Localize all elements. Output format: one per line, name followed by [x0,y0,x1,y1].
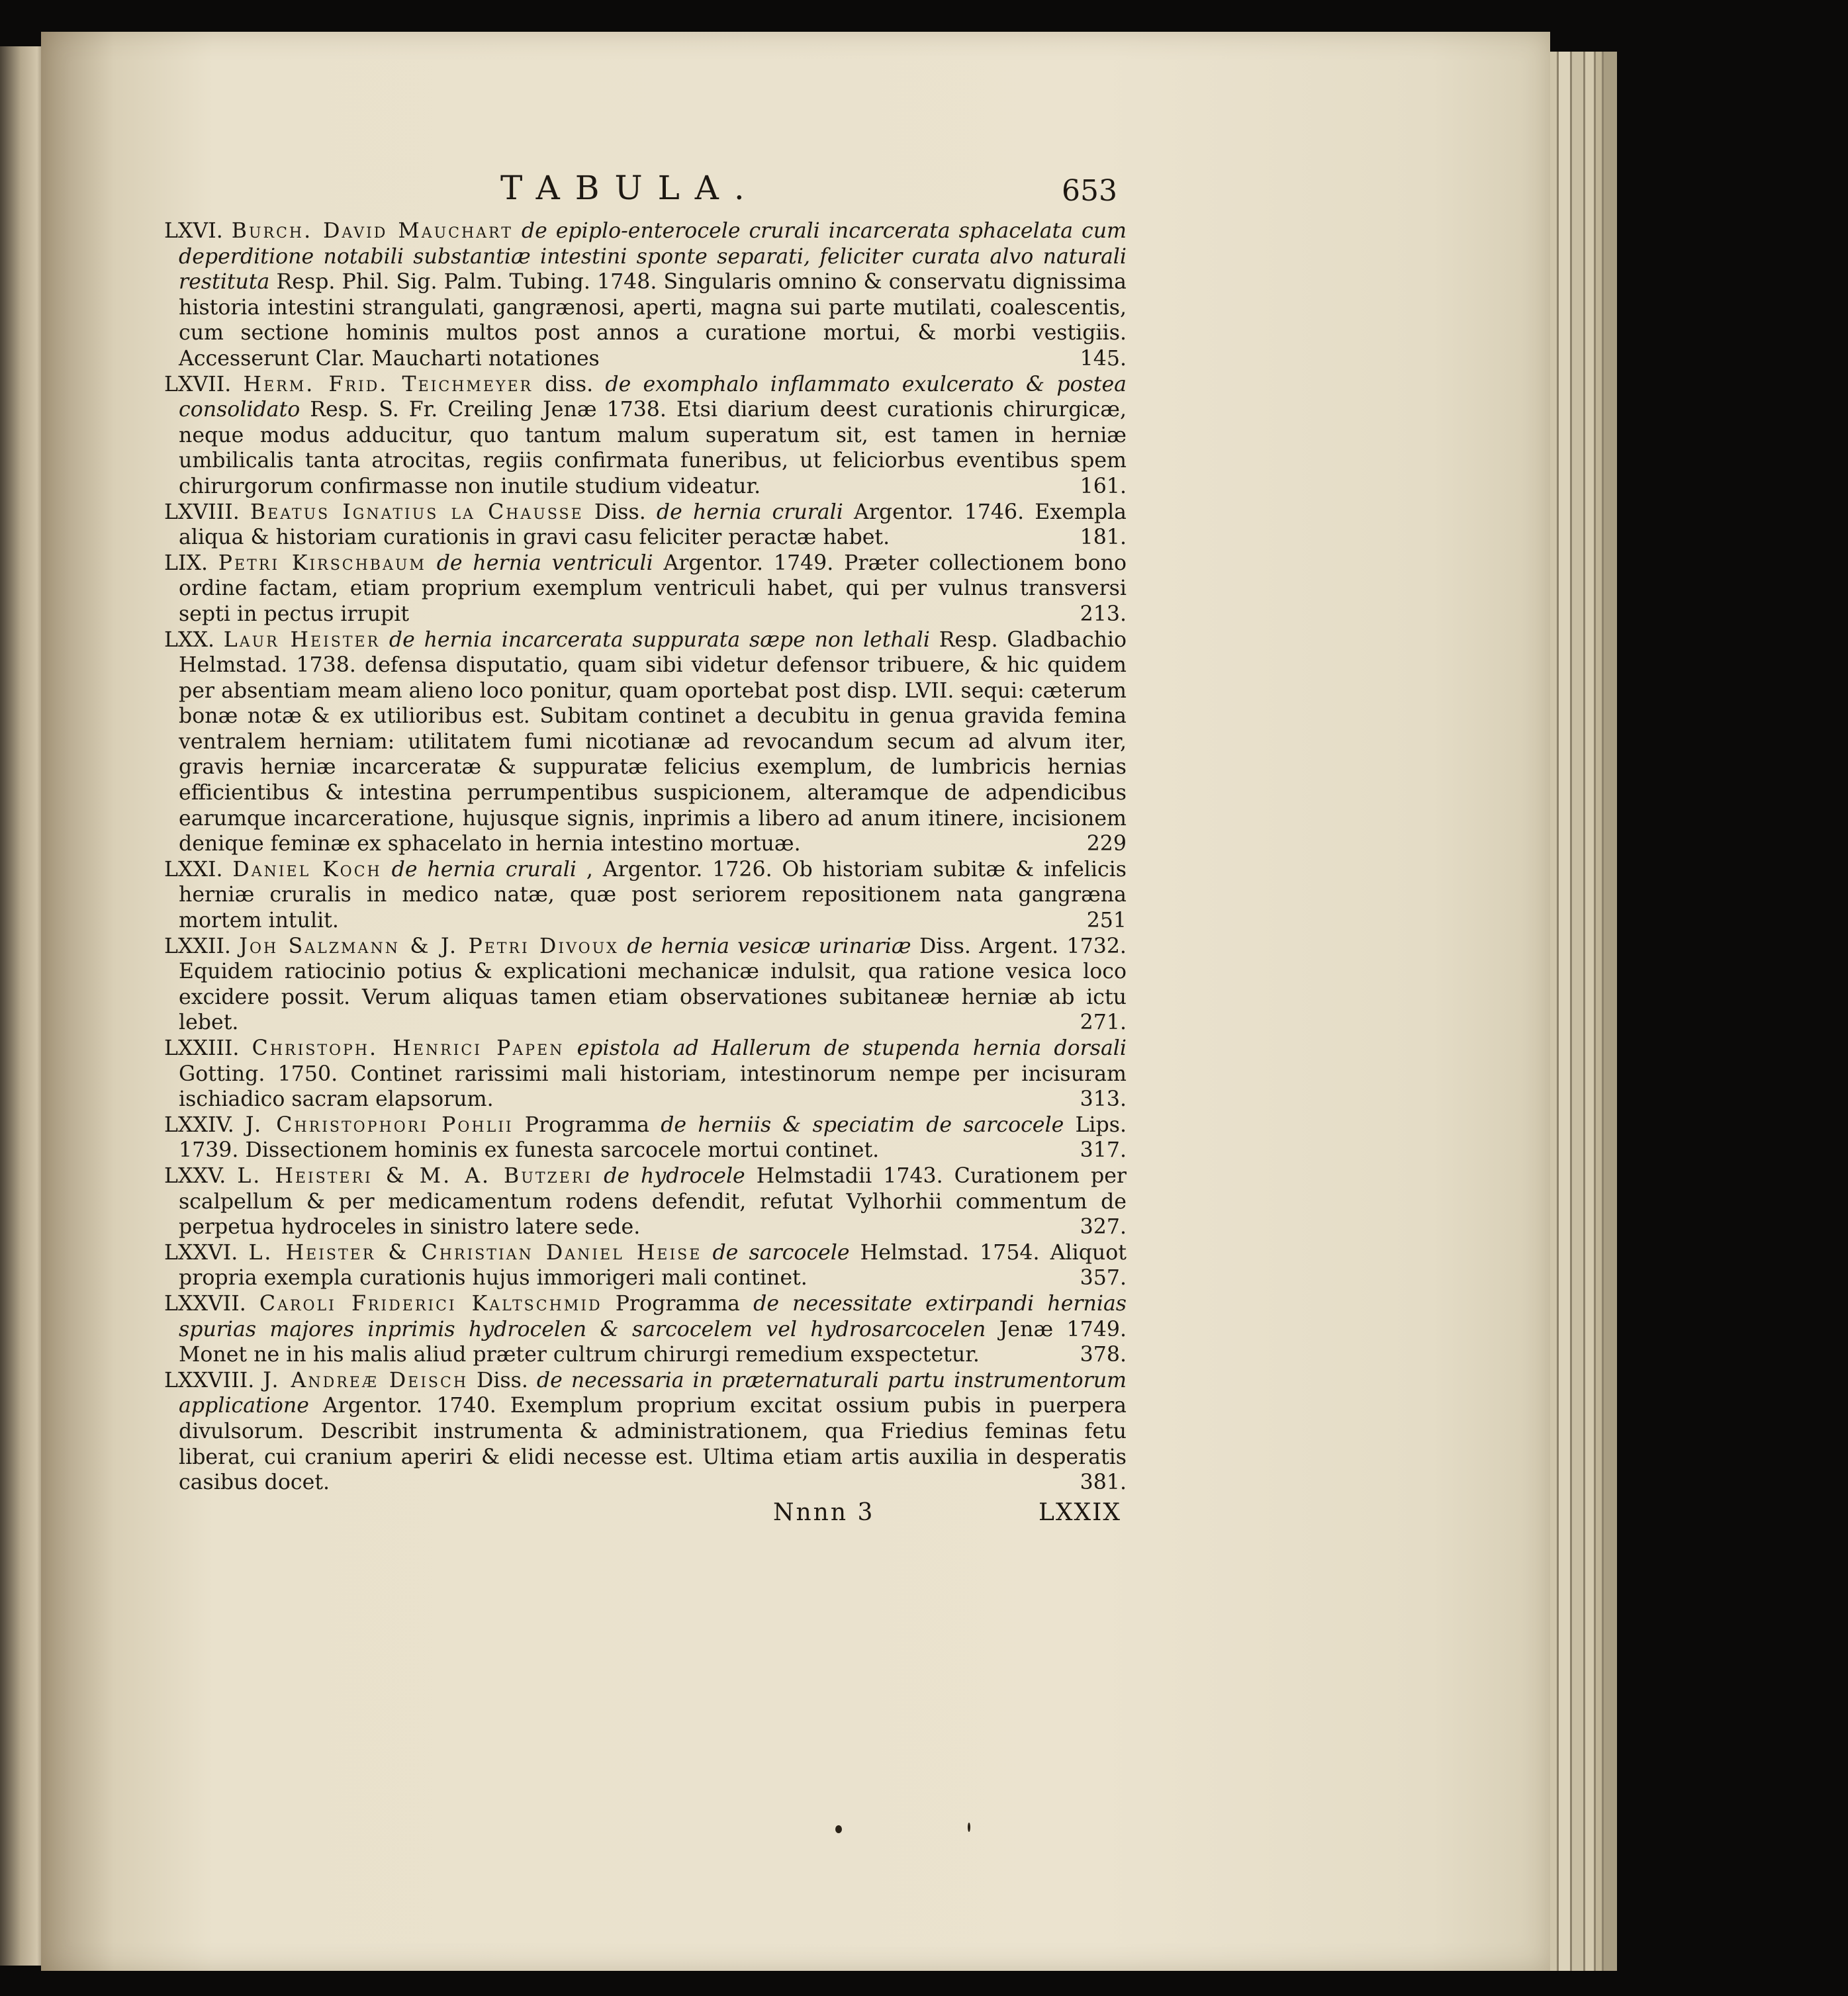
entry-title: de epiplo-enterocele crurali incarcerata sphacelata cum deperditione notabili substantiæ intestini sponte separati, feliciter curata alvo naturali restituta [179,219,1127,295]
entry-description: Resp. Phil. Sig. Palm. Tubing. 1748. Singularis omnino & conservatu dignissima historia intestini strangulati, gangrænosi, aperti, magna sui parte mutilati, coalescentis, cum sectione hominis multos post annos a curatione mortui, & morbi vestigiis. Accesserunt Clar. Maucharti notationes [179,270,1127,371]
entry-title: de sarcocele [712,1240,850,1265]
page-footer [164,1498,1127,1531]
entry-author: L. Heister & Christian Daniel Heise [248,1240,702,1265]
entry-author: Daniel Koch [232,857,382,882]
list-item [164,372,1127,500]
ink-speck [968,1823,970,1832]
entry-author: Petri Kirschbaum [218,551,426,575]
entry-number: LXXII. [164,934,231,958]
page-number: 653 [1062,174,1117,208]
entry-list [164,218,1127,1496]
entry-title: de necessaria in præternaturali partu instrumentorum applicatione [179,1368,1127,1418]
list-item [164,1112,1127,1163]
ink-speck [835,1825,842,1833]
entry-description: Helmstadii 1743. Curationem per scalpellum & per medicamentum rodens defendit, refutat Vylhorhii commentum de perpetua hydroceles in sinistro latere sede. [179,1163,1127,1240]
entry-number: LXXIII. [164,1036,240,1060]
entry-description: Lips. 1739. Dissectionem hominis ex funesta sarcocele mortui continet. [179,1112,1127,1163]
entry-number: LXXIV. [164,1112,234,1137]
entry-title: de herniis & speciatim de sarcocele [661,1112,1064,1137]
entry-page: 181. [1080,525,1127,550]
entry-title: de hernia crurali [656,500,843,524]
running-title: TABULA. [500,169,760,207]
signature-mark: Nnnn 3 [773,1498,875,1526]
entry-author: Burch. David Mauchart [231,219,513,243]
list-item [164,1368,1127,1496]
entry-prefix: Diss. [477,1368,528,1392]
entry-page: 161. [1080,474,1127,498]
entry-number: LIX. [164,551,208,575]
list-item [164,1291,1127,1368]
entry-page: 357. [1080,1266,1127,1291]
entry-page: 313. [1080,1087,1127,1112]
list-item [164,934,1127,1036]
page-fore-edge [1602,52,1617,1971]
entry-description: , Argentor. 1726. Ob historiam subitæ & infelicis herniæ cruralis in medico natæ, quæ post seriorem repositionem nata gangræna mortem intulit. [179,857,1127,933]
entry-page: 229 [1086,832,1127,856]
entry-title: de hernia ventriculi [436,551,653,575]
list-item [164,218,1127,372]
entry-author: Joh Salzmann & J. Petri Divoux [239,934,619,958]
entry-author: Beatus Ignatius la Chausse [250,500,584,524]
entry-page: 381. [1080,1471,1127,1495]
entry-description: Helmstad. 1754. Aliquot propria exempla curationis hujus immorigeri mali continet. [179,1240,1127,1291]
entry-author: J. Andreæ Deisch [263,1368,469,1392]
entry-author: Caroli Friderici Kaltschmid [259,1291,602,1316]
entry-page: 271. [1080,1011,1127,1035]
entry-page: 145. [1080,346,1127,371]
entry-number: LXVIII. [164,500,240,524]
entry-description: Resp. Gladbachio Helmstad. 1738. defensa disputatio, quam sibi videtur defensor tribuere, & hic quidem per absentiam meam alieno loco ponitur, quam oportebat post disp. LVII. sequi: cæterum bonæ notæ & ex utilioribus est. Subitam continet a decubitu in genua gravida femina ventralem herniam: utilitatem fumi nicotianæ ad revocandum secum ad alvum iter, gravis herniæ incarceratæ & suppuratæ felicius exemplum, de lumbricis hernias efficientibus & intestina perrumpentibus suspicionem, alteramque de adpendicibus earumque incarceratione, hujusque signis, inprimis a libero ad anum itinere, incisionem denique feminæ ex sphacelato in hernia intestino mortuæ. [179,627,1127,856]
entry-description: Jenæ 1749. Monet ne in his malis aliud præter cultrum chirurgi remedium exspectetur. [179,1317,1127,1367]
entry-description: Argentor. 1740. Exemplum proprium excitat ossium pubis in puerpera divulsorum. Describit instrumenta & administrationem, qua Friedius feminas fetu liberat, cui cranium aperiri & elidi necesse est. Ultima etiam artis auxilia in desperatis casibus docet. [179,1394,1127,1495]
entry-page: 251 [1086,909,1127,933]
entry-title: epistola ad Hallerum de stupenda hernia dorsali [577,1036,1127,1060]
entry-title: de hernia incarcerata suppurata sæpe non lethali [389,627,930,652]
list-item [164,627,1127,857]
list-item [164,500,1127,551]
left-page-edge [0,46,46,1966]
entry-description: Resp. S. Fr. Creiling Jenæ 1738. Etsi diarium deest curationis chirurgicæ, neque modus adducitur, quo tantum malum superatum sit, est tamen in herniæ umbilicalis tanta atrocitas, regiis confirmata funeribus, ut feliciorbus eventibus spem chirurgorum confirmasse non inutile studium videatur. [179,398,1127,498]
list-item [164,1240,1127,1291]
entry-number: LXVII. [164,372,232,396]
entry-prefix: Programma [615,1291,741,1316]
entry-prefix: Programma [524,1112,650,1137]
entry-number: LXX. [164,627,215,652]
list-item [164,1163,1127,1240]
entry-number: LXVI. [164,219,223,243]
list-item [164,857,1127,934]
entry-title: de hernia crurali [391,857,577,882]
entry-description: Gotting. 1750. Continet rarissimi mali historiam, intestinorum nempe per incisuram ischiadico sacram elapsorum. [179,1062,1127,1112]
entry-page: 327. [1080,1215,1127,1240]
entry-author: L. Heisteri & M. A. Butzeri [237,1163,593,1188]
list-item [164,551,1127,627]
entry-author: Laur Heister [223,627,381,652]
entry-number: LXXVIII. [164,1368,255,1392]
entry-page: 378. [1080,1343,1127,1367]
catchword: LXXIX [1038,1498,1121,1526]
entry-prefix: diss. [545,372,594,396]
entry-author: J. Christophori Pohlii [245,1112,514,1137]
entry-description: Argentor. 1749. Præter collectionem bono ordine factam, etiam proprium exemplum ventriculi habet, qui per vulnus transversi septi in pectus irrupit [179,551,1127,626]
entry-prefix: Diss. [594,500,646,524]
entry-title: de exomphalo inflammato exulcerato & postea consolidato [179,372,1127,422]
entry-title: de necessitate extirpandi hernias spurias majores inprimis hydrocelen & sarcocelem vel hydrosarcocelen [179,1291,1127,1341]
entry-author: Christoph. Henrici Papen [252,1036,565,1060]
entry-number: LXXVI. [164,1240,238,1265]
entry-page: 213. [1080,602,1127,626]
entry-page: 317. [1080,1138,1127,1163]
page-text [164,164,1127,1531]
entry-number: LXXVII. [164,1291,246,1316]
running-head [164,164,1127,217]
entry-title: de hernia vesicæ urinariæ [627,934,911,958]
entry-description: Diss. Argent. 1732. Equidem ratiocinio potius & explicationi mechanicæ indulsit, qua ratione vesica loco excidere possit. Verum aliquas tamen etiam observationes subitaneæ herniæ ab ictu lebet. [179,934,1127,1035]
list-item [164,1036,1127,1112]
entry-number: LXXI. [164,857,223,882]
entry-number: LXXV. [164,1163,226,1188]
entry-description: Argentor. 1746. Exempla aliqua & historiam curationis in gravi casu feliciter peractæ habet. [179,500,1127,550]
entry-title: de hydrocele [604,1163,745,1188]
entry-author: Herm. Frid. Teichmeyer [243,372,533,396]
